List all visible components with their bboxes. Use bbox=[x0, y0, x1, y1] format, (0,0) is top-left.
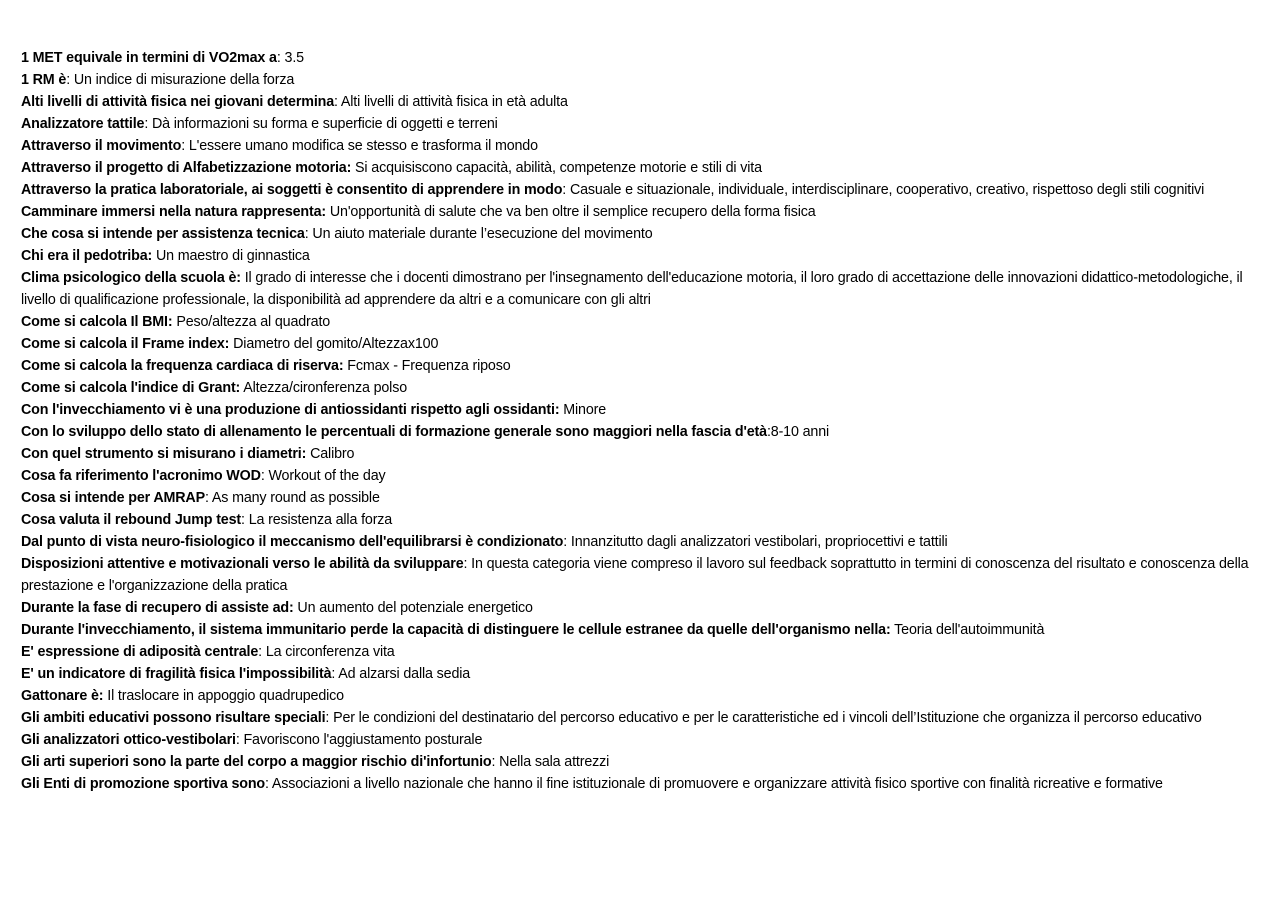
glossary-entry bbox=[21, 267, 1257, 311]
entry-question: Gli analizzatori ottico-vestibolari bbox=[21, 732, 236, 748]
glossary-entry bbox=[21, 201, 1257, 223]
glossary-entry bbox=[21, 685, 1257, 707]
glossary-entry bbox=[21, 157, 1257, 179]
glossary-entry bbox=[21, 113, 1257, 135]
entry-question: Alti livelli di attività fisica nei giovani determina bbox=[21, 94, 335, 110]
entry-separator: : bbox=[334, 94, 341, 110]
document-page bbox=[21, 47, 1257, 795]
glossary-entry bbox=[21, 531, 1257, 553]
entry-question: 1 RM è bbox=[21, 72, 67, 88]
entry-separator: : bbox=[265, 776, 272, 792]
entry-answer: Favoriscono l'aggiustamento posturale bbox=[243, 732, 483, 748]
entry-answer: Casuale e situazionale, individuale, interdisciplinare, cooperativo, creativo, rispettoso degli stili cognitivi bbox=[569, 182, 1205, 198]
entry-answer: Fcmax - Frequenza riposo bbox=[347, 358, 511, 374]
entry-separator: : bbox=[235, 732, 244, 748]
entry-answer: Peso/altezza al quadrato bbox=[176, 314, 331, 330]
entry-question: Dal punto di vista neuro-fisiologico il meccanismo dell'equilibrarsi è condizionato bbox=[21, 534, 564, 550]
glossary-entry bbox=[21, 487, 1257, 509]
entry-question: Attraverso il movimento bbox=[21, 138, 182, 154]
entry-question: Come si calcola la frequenza cardiaca di riserva: bbox=[21, 358, 344, 374]
glossary-entry bbox=[21, 245, 1257, 267]
glossary-entry bbox=[21, 465, 1257, 487]
entry-question: Come si calcola Il BMI: bbox=[21, 314, 173, 330]
entry-answer: Un aumento del potenziale energetico bbox=[297, 600, 533, 616]
entry-answer: Workout of the day bbox=[268, 468, 386, 484]
entry-answer: Un'opportunità di salute che va ben oltre il semplice recupero della forma fisica bbox=[329, 204, 816, 220]
entry-question: Come si calcola l'indice di Grant: bbox=[21, 380, 241, 396]
glossary-entry bbox=[21, 443, 1257, 465]
entry-answer: Per le condizioni del destinatario del percorso educativo e per le caratteristiche ed i vincoli dell’Istituzione che organizza il percorso educativo bbox=[333, 710, 1202, 726]
entry-answer: Un maestro di ginnastica bbox=[155, 248, 310, 264]
entry-question: Cosa valuta il rebound Jump test bbox=[21, 512, 242, 528]
entry-answer: Il grado di interesse che i docenti dimostrano per l'insegnamento dell'educazione motoria, il loro grado di accettazione delle innovazioni didattico-metodologiche, il livello di qualificazione professionale, la disponibilità ad apprendere da altri e a comunicare con gli altri bbox=[21, 270, 1243, 308]
entry-answer: Calibro bbox=[310, 446, 355, 462]
glossary-entry bbox=[21, 773, 1257, 795]
entry-question: Disposizioni attentive e motivazionali verso le abilità da sviluppare bbox=[21, 556, 464, 572]
entry-question: Analizzatore tattile bbox=[21, 116, 145, 132]
entry-separator: : bbox=[331, 666, 339, 682]
entry-answer: Alti livelli di attività fisica in età adulta bbox=[340, 94, 568, 110]
entry-question: Cosa si intende per AMRAP bbox=[21, 490, 205, 506]
entry-separator: : bbox=[241, 512, 249, 528]
entry-question: Chi era il pedotriba: bbox=[21, 248, 153, 264]
glossary-entry bbox=[21, 223, 1257, 245]
entry-answer: Ad alzarsi dalla sedia bbox=[338, 666, 471, 682]
entry-answer: Minore bbox=[563, 402, 607, 418]
entry-answer: La resistenza alla forza bbox=[248, 512, 393, 528]
glossary-entry bbox=[21, 619, 1257, 641]
glossary-entry bbox=[21, 663, 1257, 685]
glossary-entry bbox=[21, 355, 1257, 377]
entry-answer: Un aiuto materiale durante l’esecuzione del movimento bbox=[312, 226, 653, 242]
entry-separator: : bbox=[276, 50, 285, 66]
glossary-entry bbox=[21, 641, 1257, 663]
entry-question: Gli arti superiori sono la parte del corpo a maggior rischio di'infortunio bbox=[21, 754, 492, 770]
entry-question: Cosa fa riferimento l'acronimo WOD bbox=[21, 468, 261, 484]
entry-answer: 8-10 anni bbox=[770, 424, 830, 440]
glossary-entry bbox=[21, 377, 1257, 399]
entry-separator: : bbox=[325, 710, 334, 726]
glossary-entry bbox=[21, 597, 1257, 619]
glossary-entry bbox=[21, 69, 1257, 91]
entry-answer: Dà informazioni su forma e superficie di oggetti e terreni bbox=[151, 116, 498, 132]
entry-answer: Il traslocare in appoggio quadrupedico bbox=[107, 688, 344, 704]
glossary-entry bbox=[21, 333, 1257, 355]
entry-separator: : bbox=[304, 226, 313, 242]
entry-separator: : bbox=[260, 468, 269, 484]
glossary-entry bbox=[21, 91, 1257, 113]
entry-question: Come si calcola il Frame index: bbox=[21, 336, 230, 352]
entry-question: Durante l'invecchiamento, il sistema immunitario perde la capacità di distinguere le cellule estranee da quelle dell'organismo nella: bbox=[21, 622, 891, 638]
entry-answer: 3.5 bbox=[284, 50, 304, 66]
entry-answer: Altezza/cironferenza polso bbox=[243, 380, 408, 396]
glossary-entry bbox=[21, 47, 1257, 69]
entry-question: Che cosa si intende per assistenza tecnica bbox=[21, 226, 305, 242]
entry-answer: Diametro del gomito/Altezzax100 bbox=[233, 336, 439, 352]
entry-question: Durante la fase di recupero di assiste ad: bbox=[21, 600, 294, 616]
entry-question: Con lo sviluppo dello stato di allenamento le percentuali di formazione generale sono maggiori nella fascia d'età bbox=[21, 424, 767, 440]
glossary-entry bbox=[21, 707, 1257, 729]
entry-question: Con l'invecchiamento vi è una produzione di antiossidanti rispetto agli ossidanti: bbox=[21, 402, 560, 418]
entry-question: Gattonare è: bbox=[21, 688, 104, 704]
glossary-entry bbox=[21, 179, 1257, 201]
entry-answer: La circonferenza vita bbox=[265, 644, 395, 660]
glossary-entry bbox=[21, 553, 1257, 597]
entry-question: Attraverso il progetto di Alfabetizzazione motoria: bbox=[21, 160, 352, 176]
entry-separator: : bbox=[144, 116, 152, 132]
entry-answer: L'essere umano modifica se stesso e trasforma il mondo bbox=[188, 138, 538, 154]
entry-question: 1 MET equivale in termini di VO2max a bbox=[21, 50, 277, 66]
entry-answer: As many round as possible bbox=[211, 490, 380, 506]
entry-separator: : bbox=[258, 644, 266, 660]
glossary-entry bbox=[21, 311, 1257, 333]
entry-answer: Si acquisiscono capacità, abilità, competenze motorie e stili di vita bbox=[355, 160, 762, 176]
entry-question: Gli ambiti educativi possono risultare speciali bbox=[21, 710, 326, 726]
entry-answer: Associazioni a livello nazionale che hanno il fine istituzionale di promuovere e organizzare attività fisico sportive con finalità ricreative e formative bbox=[271, 776, 1163, 792]
entry-answer: Nella sala attrezzi bbox=[499, 754, 610, 770]
entry-question: E' un indicatore di fragilità fisica l'impossibilità bbox=[21, 666, 332, 682]
glossary-entry bbox=[21, 751, 1257, 773]
entry-question: Con quel strumento si misurano i diametri: bbox=[21, 446, 307, 462]
entry-question: Camminare immersi nella natura rappresenta: bbox=[21, 204, 327, 220]
entry-question: Clima psicologico della scuola è: bbox=[21, 270, 241, 286]
entry-answer: In questa categoria viene compreso il lavoro sul feedback soprattutto in termini di conoscenza del risultato e conoscenza della prestazione e l'organizzazione della pratica bbox=[21, 556, 1249, 594]
glossary-entry bbox=[21, 399, 1257, 421]
entry-separator: : bbox=[205, 490, 212, 506]
glossary-entry bbox=[21, 729, 1257, 751]
entry-separator: : bbox=[491, 754, 500, 770]
entry-separator: : bbox=[563, 534, 571, 550]
entry-question: E' espressione di adiposità centrale bbox=[21, 644, 259, 660]
entry-separator: : bbox=[766, 424, 771, 440]
glossary-entry bbox=[21, 135, 1257, 157]
entry-separator: : bbox=[463, 556, 472, 572]
glossary-entry bbox=[21, 421, 1257, 443]
glossary-entry bbox=[21, 509, 1257, 531]
entry-separator: : bbox=[562, 182, 570, 198]
entry-answer: Innanzitutto dagli analizzatori vestibolari, propriocettivi e tattili bbox=[570, 534, 948, 550]
entry-separator: : bbox=[181, 138, 189, 154]
entry-separator: : bbox=[66, 72, 74, 88]
entry-answer: Un indice di misurazione della forza bbox=[73, 72, 295, 88]
entry-answer: Teoria dell'autoimmunità bbox=[894, 622, 1045, 638]
entry-question: Attraverso la pratica laboratoriale, ai soggetti è consentito di apprendere in modo bbox=[21, 182, 563, 198]
entry-question: Gli Enti di promozione sportiva sono bbox=[21, 776, 266, 792]
